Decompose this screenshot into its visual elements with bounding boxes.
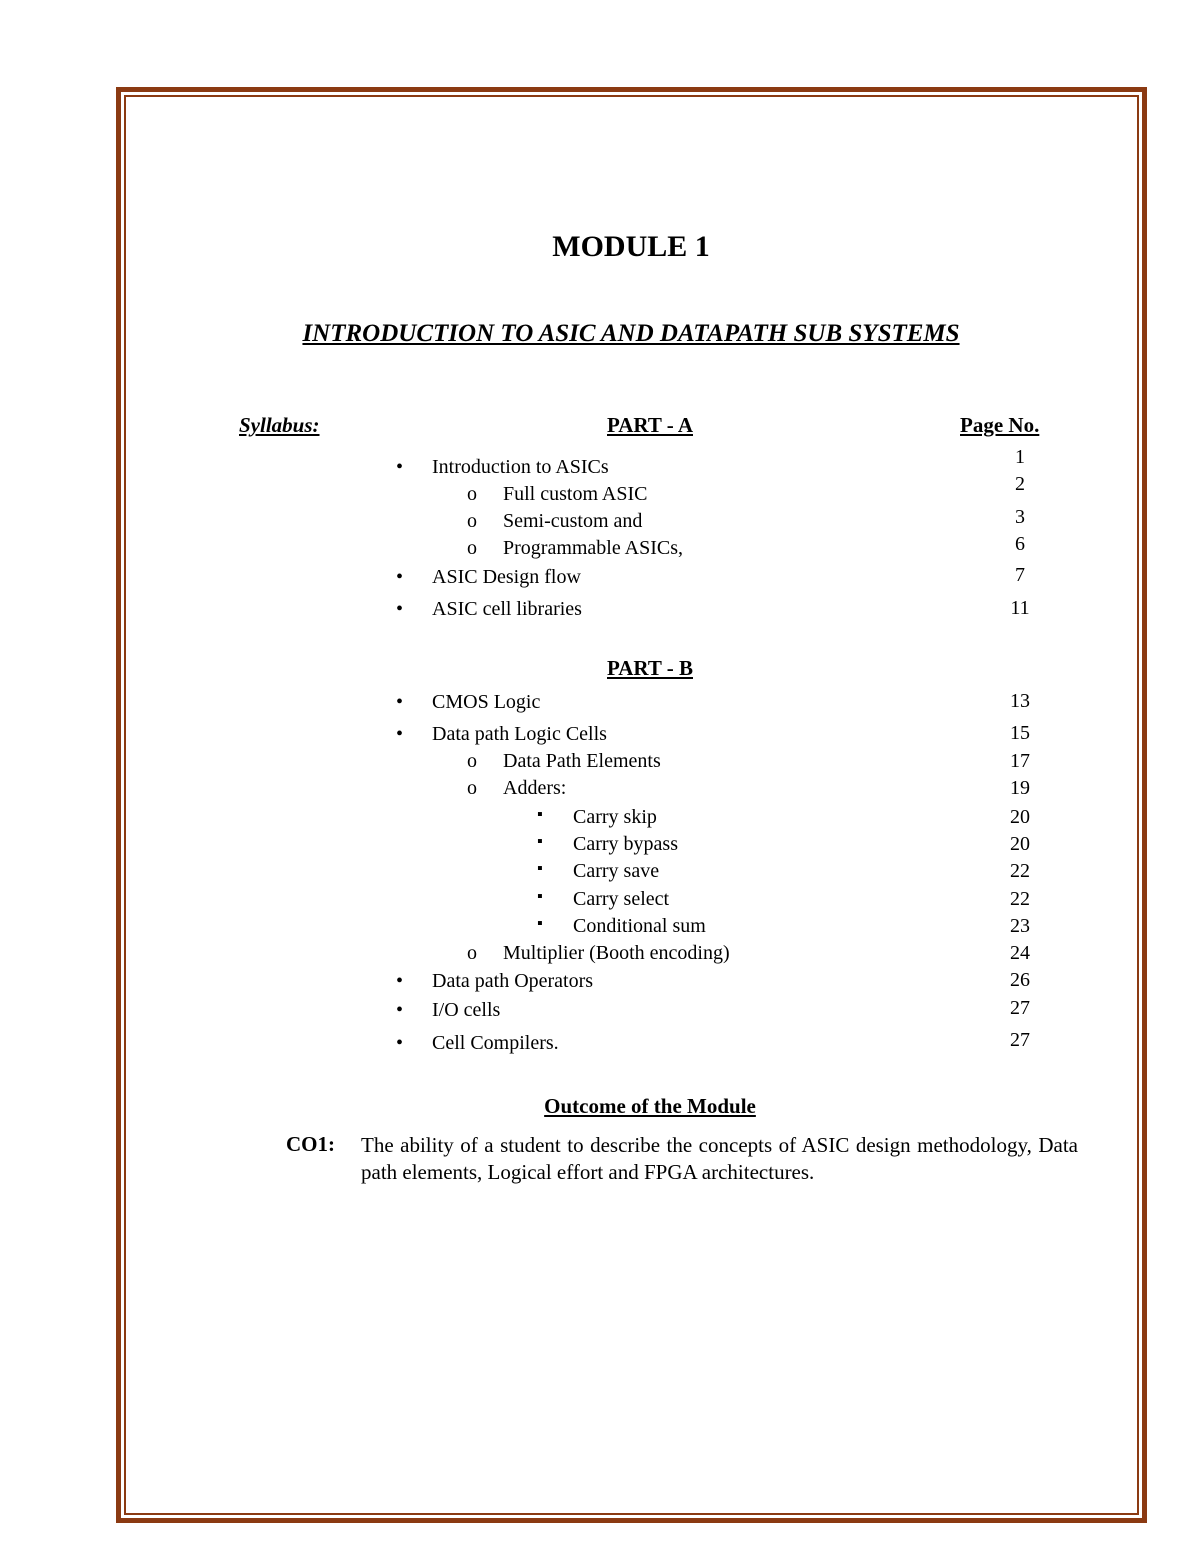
circle-bullet-icon: o: [467, 510, 477, 532]
outcome-heading: Outcome of the Module: [544, 1094, 756, 1118]
disc-bullet-icon: •: [396, 1032, 404, 1054]
toc-item: Carry bypass: [573, 833, 678, 855]
toc-item: Multiplier (Booth encoding): [503, 942, 730, 964]
toc-item: Data path Operators: [432, 970, 594, 992]
square-bullet-icon: ▪: [537, 833, 543, 850]
toc-page: 24: [1010, 942, 1030, 964]
toc-item: Carry skip: [573, 806, 657, 828]
disc-bullet-icon: •: [396, 566, 404, 588]
disc-bullet-icon: •: [396, 598, 404, 620]
disc-bullet-icon: •: [396, 970, 404, 992]
toc-item: ASIC Design flow: [432, 566, 581, 588]
toc-item: Data path Logic Cells: [432, 723, 607, 745]
toc-page: 20: [1010, 806, 1030, 828]
toc-item: Data Path Elements: [503, 750, 661, 772]
square-bullet-icon: ▪: [537, 860, 543, 877]
co1-text: The ability of a student to describe the concepts of ASIC design methodology, Data path elements, Logical effort and FPGA architectures.: [361, 1133, 1078, 1184]
circle-bullet-icon: o: [467, 942, 477, 964]
square-bullet-icon: ▪: [537, 915, 543, 932]
toc-page: 19: [1010, 777, 1030, 799]
syllabus-label: Syllabus:: [239, 413, 320, 437]
module-title: MODULE 1: [552, 230, 710, 263]
toc-page: 11: [1010, 597, 1030, 619]
part-b-heading: PART - B: [607, 656, 693, 680]
toc-page: 23: [1010, 915, 1030, 937]
co1-label: CO1:: [286, 1132, 335, 1156]
toc-page: 1: [1015, 446, 1025, 468]
toc-item: Adders:: [503, 777, 567, 799]
toc-page: 27: [1010, 1029, 1030, 1051]
toc-page: 7: [1015, 564, 1025, 586]
toc-page: 22: [1010, 860, 1030, 882]
square-bullet-icon: ▪: [537, 806, 543, 823]
toc-item: Carry save: [573, 860, 660, 882]
square-bullet-icon: ▪: [537, 888, 543, 905]
toc-item: I/O cells: [432, 999, 501, 1021]
toc-item: Cell Compilers.: [432, 1032, 559, 1054]
toc-item: ASIC cell libraries: [432, 598, 582, 620]
page-no-header: Page No.: [960, 413, 1040, 437]
module-subtitle: INTRODUCTION TO ASIC AND DATAPATH SUB SYSTEMS: [302, 320, 960, 347]
toc-page: 15: [1010, 722, 1030, 744]
toc-page: 13: [1010, 690, 1030, 712]
circle-bullet-icon: o: [467, 750, 477, 772]
toc-item: Semi-custom and: [503, 510, 643, 532]
toc-page: 17: [1010, 750, 1030, 772]
toc-page: 6: [1015, 533, 1025, 555]
toc-page: 3: [1015, 506, 1025, 528]
disc-bullet-icon: •: [396, 456, 404, 478]
disc-bullet-icon: •: [396, 723, 404, 745]
circle-bullet-icon: o: [467, 483, 477, 505]
toc-page: 2: [1015, 473, 1025, 495]
toc-item: Carry select: [573, 888, 670, 910]
toc-page: 20: [1010, 833, 1030, 855]
part-a-heading: PART - A: [607, 413, 693, 437]
toc-item: CMOS Logic: [432, 691, 541, 713]
disc-bullet-icon: •: [396, 691, 404, 713]
toc-item: Introduction to ASICs: [432, 456, 609, 478]
toc-item: Programmable ASICs,: [503, 537, 683, 559]
toc-page: 22: [1010, 888, 1030, 910]
toc-item: Conditional sum: [573, 915, 706, 937]
toc-page: 26: [1010, 969, 1030, 991]
toc-page: 27: [1010, 997, 1030, 1019]
toc-item: Full custom ASIC: [503, 483, 648, 505]
page-border-inner: [124, 95, 1139, 1515]
circle-bullet-icon: o: [467, 537, 477, 559]
disc-bullet-icon: •: [396, 999, 404, 1021]
circle-bullet-icon: o: [467, 777, 477, 799]
